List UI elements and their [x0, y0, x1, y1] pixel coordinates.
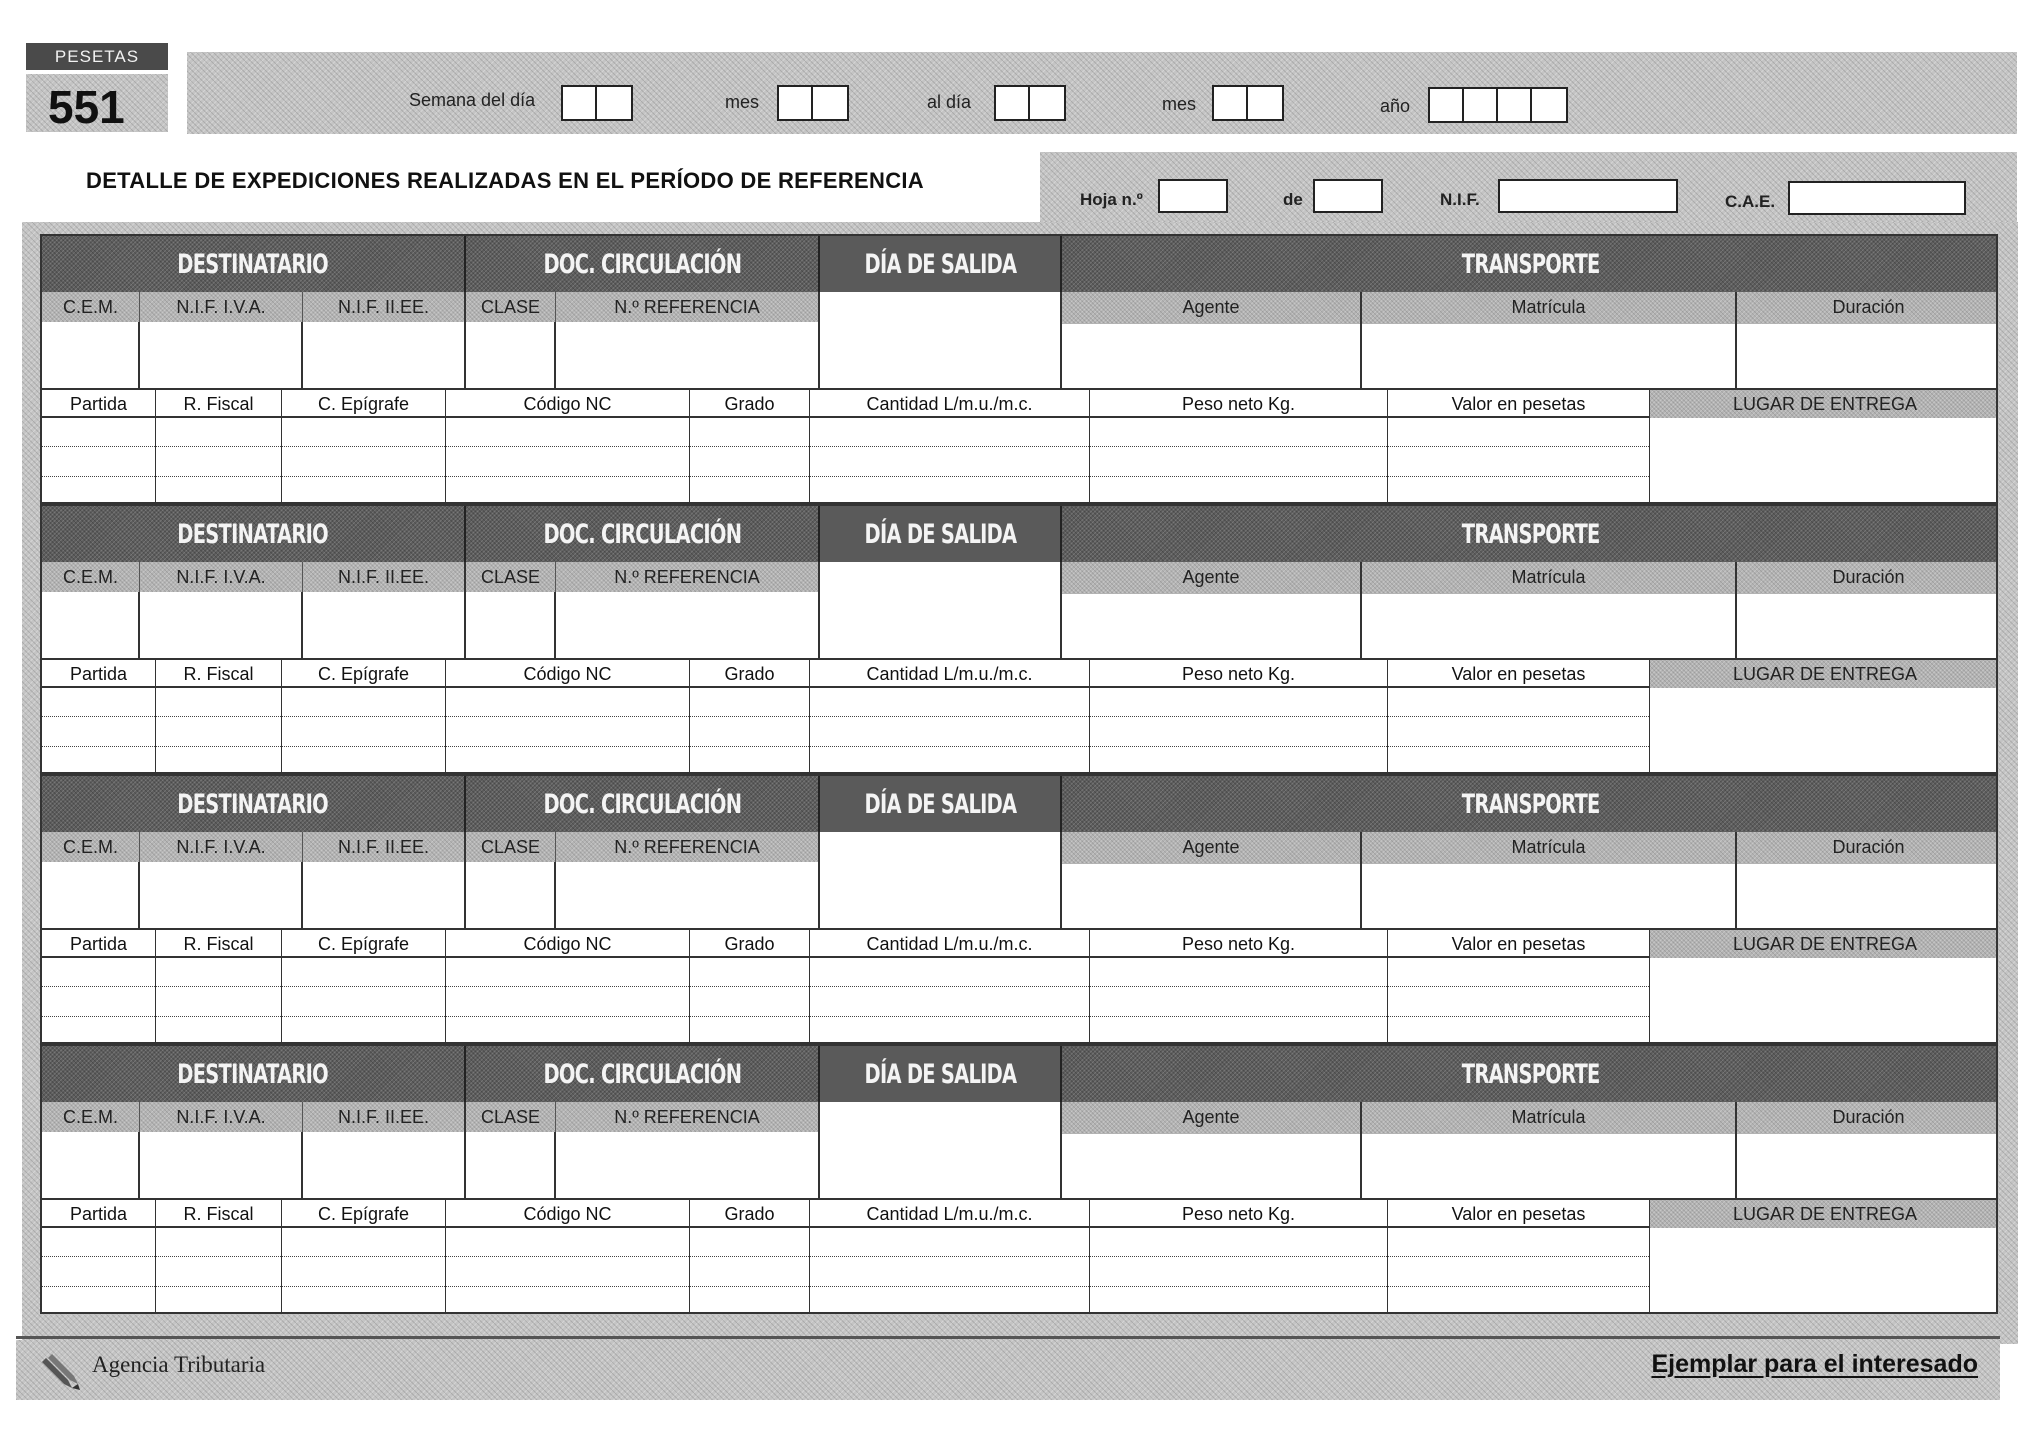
col-codigo-nc: Código NC: [446, 660, 690, 688]
duracion-input[interactable]: [1737, 864, 1998, 928]
col-valor: Valor en pesetas: [1388, 930, 1650, 958]
destinatario-inputs: [42, 592, 820, 658]
nif-input[interactable]: [1498, 179, 1678, 213]
col-lugar-entrega: LUGAR DE ENTREGA: [1650, 390, 1998, 418]
nif-iiee-input[interactable]: [303, 322, 466, 388]
line-headers: [42, 1198, 1996, 1228]
nif-iva-input[interactable]: [140, 592, 303, 658]
col-r-fiscal: R. Fiscal: [156, 390, 282, 418]
peso-input[interactable]: [1090, 958, 1388, 1044]
col-partida: Partida: [42, 930, 156, 958]
col-c-epigrafe: C. Epígrafe: [282, 390, 446, 418]
col-lugar-entrega: LUGAR DE ENTREGA: [1650, 660, 1998, 688]
col-nif-iva: N.I.F. I.V.A.: [140, 1102, 303, 1132]
c-epigrafe-input[interactable]: [282, 958, 446, 1044]
col-c-epigrafe: C. Epígrafe: [282, 660, 446, 688]
month-label-2: mes: [1162, 94, 1197, 114]
col-matricula: Matrícula: [1362, 292, 1737, 324]
nif-iva-input[interactable]: [140, 322, 303, 388]
cem-input[interactable]: [42, 1132, 140, 1198]
col-duracion: Duración: [1832, 1107, 1905, 1127]
grado-input[interactable]: [690, 1228, 810, 1314]
form-title: DETALLE DE EXPEDICIONES REALIZADAS EN EL PERÍODO DE REFERENCIA: [86, 168, 924, 193]
col-nif-iiee: N.I.F. II.EE.: [303, 562, 466, 592]
model-number: 551: [48, 81, 125, 133]
col-partida: Partida: [42, 1200, 156, 1228]
col-nif-iiee: N.I.F. II.EE.: [303, 1102, 466, 1132]
destinatario-inputs: [42, 1132, 820, 1198]
valor-input[interactable]: [1388, 418, 1650, 504]
matricula-input[interactable]: [1362, 864, 1737, 928]
col-grado: Grado: [690, 930, 810, 958]
section-destinatario: DESTINATARIO: [42, 506, 466, 562]
sub-columns-left: [42, 832, 820, 862]
col-nif-iiee: N.I.F. II.EE.: [303, 832, 466, 862]
expedition-block: [40, 504, 1998, 774]
line-headers: [42, 658, 1996, 688]
agency-name: Agencia Tributaria: [92, 1352, 266, 1377]
section-destinatario: DESTINATARIO: [42, 776, 466, 832]
col-nif-iva: N.I.F. I.V.A.: [140, 832, 303, 862]
nif-iiee-input[interactable]: [303, 592, 466, 658]
lugar-entrega-input[interactable]: [1650, 418, 1998, 504]
section-headers: [42, 1046, 1996, 1102]
partida-input[interactable]: [42, 688, 156, 774]
col-r-fiscal: R. Fiscal: [156, 660, 282, 688]
sheet-number-input[interactable]: [1158, 179, 1228, 213]
cae-input[interactable]: [1788, 181, 1966, 215]
col-partida: Partida: [42, 660, 156, 688]
dia-salida-input[interactable]: [820, 292, 1062, 388]
col-cem: C.E.M.: [42, 832, 140, 862]
col-duracion: Duración: [1832, 837, 1905, 857]
cem-input[interactable]: [42, 592, 140, 658]
section-destinatario: DESTINATARIO: [42, 236, 466, 292]
transporte-inputs: [1062, 1134, 1998, 1198]
section-destinatario: DESTINATARIO: [42, 1046, 466, 1102]
cantidad-input[interactable]: [810, 688, 1090, 774]
matricula-input[interactable]: [1362, 594, 1737, 658]
col-valor: Valor en pesetas: [1388, 1200, 1650, 1228]
sub-columns-transporte: [1062, 832, 1998, 864]
period-band: [187, 52, 2017, 134]
agente-input[interactable]: [1062, 1134, 1362, 1198]
sub-columns-left: [42, 562, 820, 592]
nif-iva-input[interactable]: [140, 1132, 303, 1198]
duracion-input[interactable]: [1737, 594, 1998, 658]
col-cantidad: Cantidad L/m.u./m.c.: [810, 930, 1090, 958]
peso-input[interactable]: [1090, 418, 1388, 504]
col-grado: Grado: [690, 1200, 810, 1228]
clase-input[interactable]: [466, 592, 556, 658]
col-lugar-entrega: LUGAR DE ENTREGA: [1650, 1200, 1998, 1228]
week-from-month-input[interactable]: [777, 85, 849, 121]
c-epigrafe-input[interactable]: [282, 688, 446, 774]
section-transporte: TRANSPORTE: [1062, 506, 1998, 562]
transporte-inputs: [1062, 864, 1998, 928]
col-grado: Grado: [690, 660, 810, 688]
section-dia-salida: DÍA DE SALIDA: [820, 236, 1062, 292]
section-transporte: TRANSPORTE: [1062, 776, 1998, 832]
col-codigo-nc: Código NC: [446, 930, 690, 958]
col-r-fiscal: R. Fiscal: [156, 930, 282, 958]
r-fiscal-input[interactable]: [156, 1228, 282, 1314]
col-peso: Peso neto Kg.: [1090, 660, 1388, 688]
dia-salida-input[interactable]: [820, 562, 1062, 658]
col-nif-iva: N.I.F. I.V.A.: [140, 562, 303, 592]
transporte-inputs: [1062, 594, 1998, 658]
transporte-inputs: [1062, 324, 1998, 388]
expedition-block: [40, 1044, 1998, 1314]
col-matricula: Matrícula: [1362, 562, 1737, 594]
grado-input[interactable]: [690, 688, 810, 774]
cae-label: C.A.E.: [1725, 192, 1776, 211]
lugar-entrega-input[interactable]: [1650, 1228, 1998, 1314]
agency-logo-icon: [42, 1350, 82, 1390]
codigo-nc-input[interactable]: [446, 418, 690, 504]
copy-label: Ejemplar para el interesado: [1651, 1350, 1978, 1378]
sub-columns-transporte: [1062, 1102, 1998, 1134]
month-label-1: mes: [725, 92, 760, 112]
nif-iiee-input[interactable]: [303, 1132, 466, 1198]
referencia-input[interactable]: [556, 862, 820, 928]
duracion-input[interactable]: [1737, 1134, 1998, 1198]
year-label: año: [1380, 96, 1411, 116]
col-valor: Valor en pesetas: [1388, 660, 1650, 688]
nif-iva-input[interactable]: [140, 862, 303, 928]
section-transporte: TRANSPORTE: [1062, 236, 1998, 292]
col-agente: Agente: [1062, 562, 1362, 594]
of-label: de: [1283, 190, 1303, 209]
partida-input[interactable]: [42, 418, 156, 504]
matricula-input[interactable]: [1362, 1134, 1737, 1198]
sub-columns-transporte: [1062, 292, 1998, 324]
line-entries: [42, 958, 1996, 1044]
clase-input[interactable]: [466, 862, 556, 928]
partida-input[interactable]: [42, 1228, 156, 1314]
col-peso: Peso neto Kg.: [1090, 1200, 1388, 1228]
section-doc-circulacion: DOC. CIRCULACIÓN: [466, 506, 820, 562]
week-from-label: Semana del día: [409, 90, 536, 110]
valor-input[interactable]: [1388, 1228, 1650, 1314]
col-r-fiscal: R. Fiscal: [156, 1200, 282, 1228]
col-lugar-entrega: LUGAR DE ENTREGA: [1650, 930, 1998, 958]
section-dia-salida: DÍA DE SALIDA: [820, 506, 1062, 562]
col-matricula: Matrícula: [1362, 1102, 1737, 1134]
col-cem: C.E.M.: [42, 292, 140, 322]
cem-input[interactable]: [42, 322, 140, 388]
to-month-input[interactable]: [1212, 85, 1284, 121]
col-duracion: Duración: [1832, 297, 1905, 317]
valor-input[interactable]: [1388, 688, 1650, 774]
line-headers: [42, 928, 1996, 958]
to-day-label: al día: [927, 92, 972, 112]
sub-columns-left: [42, 1102, 820, 1132]
lugar-entrega-input[interactable]: [1650, 958, 1998, 1044]
section-doc-circulacion: DOC. CIRCULACIÓN: [466, 776, 820, 832]
line-entries: [42, 418, 1996, 504]
col-cantidad: Cantidad L/m.u./m.c.: [810, 660, 1090, 688]
r-fiscal-input[interactable]: [156, 958, 282, 1044]
cantidad-input[interactable]: [810, 1228, 1090, 1314]
sheet-band: [1040, 152, 2017, 222]
col-partida: Partida: [42, 390, 156, 418]
section-transporte: TRANSPORTE: [1062, 1046, 1998, 1102]
c-epigrafe-input[interactable]: [282, 418, 446, 504]
agente-input[interactable]: [1062, 864, 1362, 928]
col-codigo-nc: Código NC: [446, 390, 690, 418]
footer-rule: [16, 1336, 2000, 1339]
model-number-box: [26, 74, 168, 132]
section-dia-salida: DÍA DE SALIDA: [820, 1046, 1062, 1102]
line-headers: [42, 388, 1996, 418]
clase-input[interactable]: [466, 1132, 556, 1198]
clase-input[interactable]: [466, 322, 556, 388]
sub-columns-transporte: [1062, 562, 1998, 594]
r-fiscal-input[interactable]: [156, 688, 282, 774]
matricula-input[interactable]: [1362, 324, 1737, 388]
agente-input[interactable]: [1062, 594, 1362, 658]
r-fiscal-input[interactable]: [156, 418, 282, 504]
cantidad-input[interactable]: [810, 958, 1090, 1044]
to-day-input[interactable]: [994, 85, 1066, 121]
dia-salida-input[interactable]: [820, 832, 1062, 928]
section-headers: [42, 776, 1996, 832]
col-peso: Peso neto Kg.: [1090, 390, 1388, 418]
nif-iiee-input[interactable]: [303, 862, 466, 928]
col-referencia: N.º REFERENCIA: [556, 562, 820, 592]
cem-input[interactable]: [42, 862, 140, 928]
dia-salida-input[interactable]: [820, 1102, 1062, 1198]
referencia-input[interactable]: [556, 322, 820, 388]
referencia-input[interactable]: [556, 592, 820, 658]
col-agente: Agente: [1062, 292, 1362, 324]
col-referencia: N.º REFERENCIA: [556, 292, 820, 322]
cantidad-input[interactable]: [810, 418, 1090, 504]
grado-input[interactable]: [690, 958, 810, 1044]
col-clase: CLASE: [466, 832, 556, 862]
currency-tab: PESETAS: [26, 43, 168, 70]
col-cem: C.E.M.: [42, 1102, 140, 1132]
col-peso: Peso neto Kg.: [1090, 930, 1388, 958]
codigo-nc-input[interactable]: [446, 688, 690, 774]
col-cantidad: Cantidad L/m.u./m.c.: [810, 1200, 1090, 1228]
line-entries: [42, 688, 1996, 774]
expedition-block: [40, 234, 1998, 504]
col-duracion: Duración: [1832, 567, 1905, 587]
codigo-nc-input[interactable]: [446, 1228, 690, 1314]
duracion-input[interactable]: [1737, 324, 1998, 388]
sheet-total-input[interactable]: [1313, 179, 1383, 213]
col-referencia: N.º REFERENCIA: [556, 1102, 820, 1132]
col-nif-iva: N.I.F. I.V.A.: [140, 292, 303, 322]
sheet-label: Hoja n.º: [1080, 190, 1143, 209]
col-c-epigrafe: C. Epígrafe: [282, 1200, 446, 1228]
col-cantidad: Cantidad L/m.u./m.c.: [810, 390, 1090, 418]
col-valor: Valor en pesetas: [1388, 390, 1650, 418]
section-dia-salida: DÍA DE SALIDA: [820, 776, 1062, 832]
footer-band: [16, 1340, 2000, 1400]
col-clase: CLASE: [466, 1102, 556, 1132]
section-headers: [42, 506, 1996, 562]
agente-input[interactable]: [1062, 324, 1362, 388]
destinatario-inputs: [42, 322, 820, 388]
col-agente: Agente: [1062, 1102, 1362, 1134]
section-doc-circulacion: DOC. CIRCULACIÓN: [466, 236, 820, 292]
col-clase: CLASE: [466, 292, 556, 322]
col-c-epigrafe: C. Epígrafe: [282, 930, 446, 958]
col-grado: Grado: [690, 390, 810, 418]
week-from-day-input[interactable]: [561, 85, 633, 121]
peso-input[interactable]: [1090, 688, 1388, 774]
referencia-input[interactable]: [556, 1132, 820, 1198]
lugar-entrega-input[interactable]: [1650, 688, 1998, 774]
valor-input[interactable]: [1388, 958, 1650, 1044]
line-entries: [42, 1228, 1996, 1314]
partida-input[interactable]: [42, 958, 156, 1044]
sub-columns-left: [42, 292, 820, 322]
col-matricula: Matrícula: [1362, 832, 1737, 864]
nif-label: N.I.F.: [1440, 190, 1480, 209]
col-nif-iiee: N.I.F. II.EE.: [303, 292, 466, 322]
section-doc-circulacion: DOC. CIRCULACIÓN: [466, 1046, 820, 1102]
destinatario-inputs: [42, 862, 820, 928]
section-headers: [42, 236, 1996, 292]
col-clase: CLASE: [466, 562, 556, 592]
expeditions-frame: [22, 222, 2018, 1344]
col-referencia: N.º REFERENCIA: [556, 832, 820, 862]
codigo-nc-input[interactable]: [446, 958, 690, 1044]
grado-input[interactable]: [690, 418, 810, 504]
col-agente: Agente: [1062, 832, 1362, 864]
col-cem: C.E.M.: [42, 562, 140, 592]
year-input[interactable]: [1428, 87, 1568, 123]
c-epigrafe-input[interactable]: [282, 1228, 446, 1314]
peso-input[interactable]: [1090, 1228, 1388, 1314]
col-codigo-nc: Código NC: [446, 1200, 690, 1228]
expedition-block: [40, 774, 1998, 1044]
